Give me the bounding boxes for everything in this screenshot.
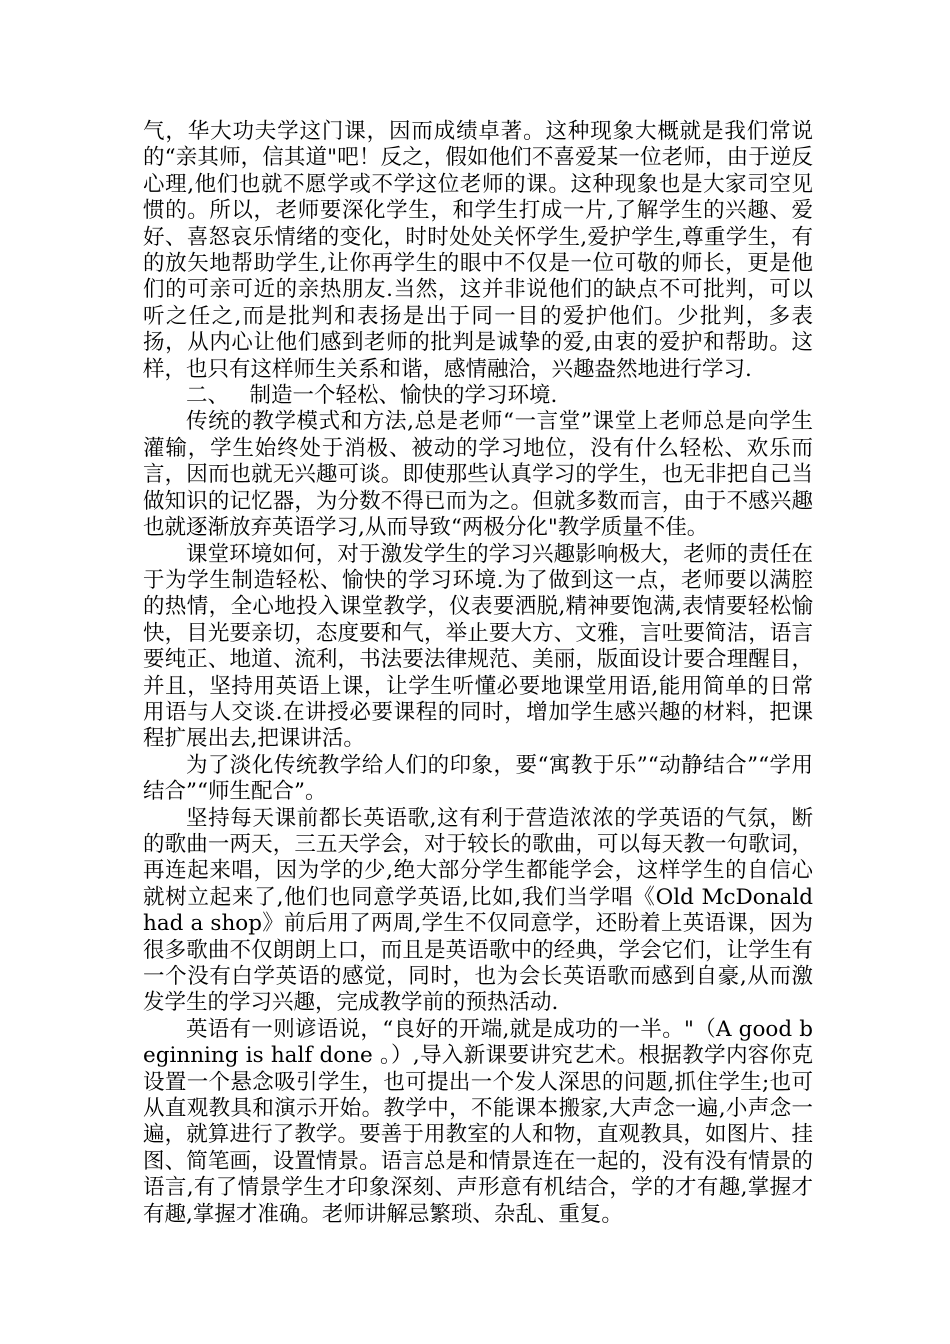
document-page [143,119,813,1228]
paragraph-classroom-environment: 课堂环境如何，对于激发学生的学习兴趣影响极大，老师的责任在于为学生制造轻松、愉快的学习环境.为了做到这一点，老师要以满腔的热情，全心地投入课堂教学，仪表要洒脱,精神要饱满,表情要轻松愉快，目光要亲切，态度要和气，举止要大方、文雅，言吐要简洁，语言要纯正、地道、流利，书法要法律规范、美丽，版面设计要合理醒目，并且，坚持用英语上课，让学生听懂必要地课堂用语,能用简单的日常用语与人交谈.在讲授必要课程的同时，增加学生感兴趣的材料，把课程扩展出去,把课讲活。 [143,541,813,752]
paragraph-teacher-relationship: 气，华大功夫学这门课，因而成绩卓著。这种现象大概就是我们常说的“亲其师，信其道"吧！反之，假如他们不喜爱某一位老师，由于逆反心理,他们也就不愿学或不学这位老师的课。这种现象也是大家司空见惯的。所以，老师要深化学生，和学生打成一片,了解学生的兴趣、爱好、喜怒哀乐情绪的变化，时时处处关怀学生,爱护学生,尊重学生，有的放矢地帮助学生,让你再学生的眼中不仅是一位可敬的师长，更是他们的可亲可近的亲热朋友.当然，这并非说他们的缺点不可批判，可以听之任之,而是批判和表扬是出于同一目的爱护他们。少批判，多表扬，从内心让他们感到老师的批判是诚挚的爱,由衷的爱护和帮助。这样，也只有这样师生关系和谐，感情融洽，兴趣盎然地进行学习. [143,119,813,382]
paragraph-traditional-teaching: 传统的教学模式和方法,总是老师“一言堂”课堂上老师总是向学生灌输，学生始终处于消极、被动的学习地位，没有什么轻松、欢乐而言，因而也就无兴趣可谈。即使那些认真学习的学生，也无非把自己当做知识的记忆器，为分数不得已而为之。但就多数而言，由于不感兴趣也就逐渐放弃英语学习,从而导致“两极分化"教学质量不佳。 [143,409,813,541]
paragraph-english-songs: 坚持每天课前都长英语歌,这有利于营造浓浓的学英语的气氛，断的歌曲一两天，三五天学会，对于较长的歌曲，可以每天教一句歌词，再连起来唱，因为学的少,绝大部分学生都能学会，这样学生的自信心就树立起来了,他们也同意学英语,比如,我们当学唱《Old McDonald had a shop》前后用了两周,学生不仅同意学，还盼着上英语课，因为很多歌曲不仅朗朗上口，而且是英语歌中的经典，学会它们，让学生有一个没有白学英语的感觉，同时，也为会长英语歌而感到自豪,从而激发学生的学习兴趣，完成教学前的预热活动. [143,805,813,1016]
paragraph-good-beginning: 英语有一则谚语说，“良好的开端,就是成功的一半。"（A good beginning is half done 。）,导入新课要讲究艺术。根据教学内容你克设置一个悬念吸引学生，也可提出一个发人深思的问题,抓住学生;也可从直观教具和演示开始。教学中，不能课本搬家,大声念一遍,小声念一遍，就算进行了教学。要善于用教室的人和物，直观教具，如图片、挂图、简笔画，设置情景。语言总是和情景连在一起的，没有没有情景的语言,有了情景学生才印象深刻、声形意有机结合，学的才有趣,掌握才有趣,掌握才准确。老师讲解忌繁琐、杂乱、重复。 [143,1016,813,1227]
paragraph-teaching-principles: 为了淡化传统教学给人们的印象，要“寓教于乐”“动静结合”“学用结合”“师生配合”。 [143,752,813,805]
section-heading-2: 二、 制造一个轻松、愉快的学习环境. [186,383,558,409]
